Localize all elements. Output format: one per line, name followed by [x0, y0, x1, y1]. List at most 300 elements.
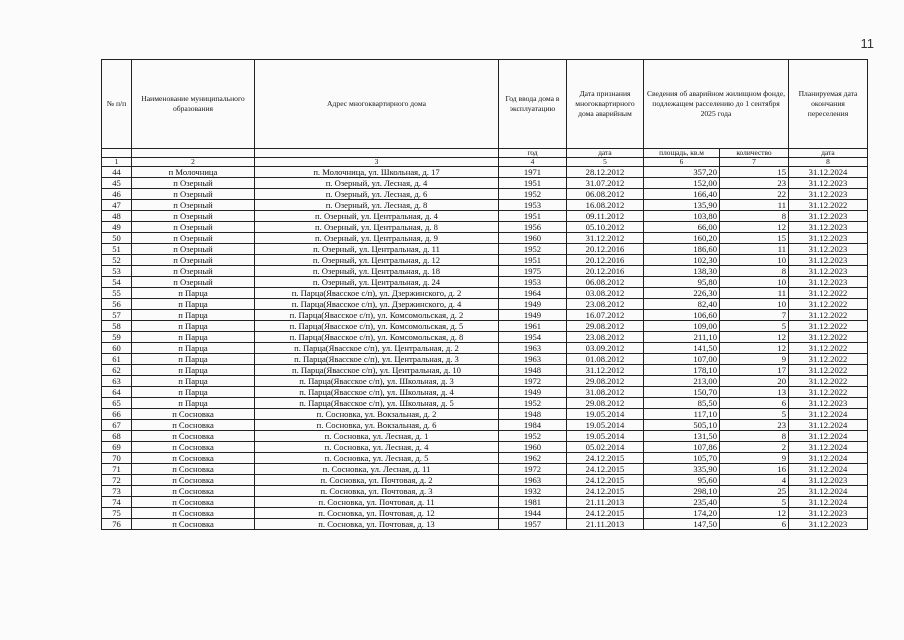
row-area: 85,50	[644, 398, 720, 409]
row-municipality: п Парца	[132, 398, 255, 409]
row-date: 29.08.2012	[567, 321, 644, 332]
row-address: п. Сосновка, ул. Лесная, д. 11	[255, 464, 499, 475]
row-municipality: п Сосновка	[132, 420, 255, 431]
row-address: п. Парца(Явасское с/п), ул. Дзержинского, д. 4	[255, 299, 499, 310]
subheader-date: дата	[567, 149, 644, 158]
row-number: 58	[102, 321, 132, 332]
table-row	[102, 409, 868, 420]
row-address: п. Сосновка, ул. Лесная, д. 1	[255, 431, 499, 442]
table-row	[102, 431, 868, 442]
row-date: 23.08.2012	[567, 299, 644, 310]
row-year: 1953	[499, 200, 567, 211]
row-area: 174,20	[644, 508, 720, 519]
row-count: 15	[720, 233, 789, 244]
row-area: 82,40	[644, 299, 720, 310]
row-area: 66,00	[644, 222, 720, 233]
row-address: п. Озерный, ул. Центральная, д. 12	[255, 255, 499, 266]
row-year: 1948	[499, 365, 567, 376]
table-row	[102, 277, 868, 288]
row-municipality: п Сосновка	[132, 409, 255, 420]
row-address: п. Озерный, ул. Лесная, д. 4	[255, 178, 499, 189]
row-year: 1952	[499, 244, 567, 255]
row-municipality: п Озерный	[132, 277, 255, 288]
row-date: 23.08.2012	[567, 332, 644, 343]
table-row	[102, 354, 868, 365]
row-count: 8	[720, 266, 789, 277]
row-area: 109,00	[644, 321, 720, 332]
subheader-empty	[102, 149, 132, 158]
row-area: 107,86	[644, 442, 720, 453]
row-municipality: п Парца	[132, 310, 255, 321]
row-municipality: п Парца	[132, 288, 255, 299]
row-municipality: п Парца	[132, 387, 255, 398]
table-row	[102, 244, 868, 255]
table-row	[102, 266, 868, 277]
row-year: 1975	[499, 266, 567, 277]
table-row	[102, 508, 868, 519]
column-number: 5	[567, 158, 644, 167]
row-plan-date: 31.12.2022	[789, 376, 868, 387]
subheader-year: год	[499, 149, 567, 158]
row-date: 06.08.2012	[567, 189, 644, 200]
row-plan-date: 31.12.2022	[789, 343, 868, 354]
row-count: 23	[720, 420, 789, 431]
row-address: п. Озерный, ул. Центральная, д. 11	[255, 244, 499, 255]
table-row	[102, 497, 868, 508]
row-plan-date: 31.12.2024	[789, 420, 868, 431]
row-address: п. Озерный, ул. Центральная, д. 9	[255, 233, 499, 244]
row-address: п. Озерный, ул. Лесная, д. 8	[255, 200, 499, 211]
row-municipality: п Парца	[132, 343, 255, 354]
table-row	[102, 255, 868, 266]
table-row	[102, 321, 868, 332]
row-number: 72	[102, 475, 132, 486]
row-date: 01.08.2012	[567, 354, 644, 365]
row-area: 117,10	[644, 409, 720, 420]
table-row	[102, 442, 868, 453]
row-municipality: п Сосновка	[132, 453, 255, 464]
row-address: п. Сосновка, ул. Лесная, д. 4	[255, 442, 499, 453]
row-number: 75	[102, 508, 132, 519]
row-municipality: п Парца	[132, 299, 255, 310]
table-row	[102, 211, 868, 222]
row-date: 20.12.2016	[567, 266, 644, 277]
row-area: 186,60	[644, 244, 720, 255]
row-area: 150,70	[644, 387, 720, 398]
row-year: 1932	[499, 486, 567, 497]
row-date: 28.12.2012	[567, 167, 644, 178]
row-count: 23	[720, 178, 789, 189]
row-address: п. Сосновка, ул. Лесная, д. 5	[255, 453, 499, 464]
row-count: 6	[720, 398, 789, 409]
table-row	[102, 233, 868, 244]
row-year: 1963	[499, 354, 567, 365]
column-number: 8	[789, 158, 868, 167]
row-number: 56	[102, 299, 132, 310]
row-address: п. Озерный, ул. Центральная, д. 18	[255, 266, 499, 277]
row-count: 15	[720, 167, 789, 178]
row-date: 06.08.2012	[567, 277, 644, 288]
column-number: 7	[720, 158, 789, 167]
row-count: 12	[720, 508, 789, 519]
row-municipality: п Озерный	[132, 233, 255, 244]
row-area: 226,30	[644, 288, 720, 299]
row-address: п. Сосновка, ул. Почтовая, д. 12	[255, 508, 499, 519]
header-num: № п/п	[102, 60, 132, 149]
row-count: 11	[720, 244, 789, 255]
row-plan-date: 31.12.2024	[789, 431, 868, 442]
row-date: 03.08.2012	[567, 288, 644, 299]
row-count: 2	[720, 442, 789, 453]
row-year: 1953	[499, 277, 567, 288]
row-municipality: п Озерный	[132, 200, 255, 211]
row-plan-date: 31.12.2022	[789, 332, 868, 343]
row-date: 24.12.2015	[567, 475, 644, 486]
row-address: п. Сосновка, ул. Вокзальная, д. 6	[255, 420, 499, 431]
row-date: 31.08.2012	[567, 387, 644, 398]
row-plan-date: 31.12.2024	[789, 464, 868, 475]
row-number: 51	[102, 244, 132, 255]
row-number: 69	[102, 442, 132, 453]
row-count: 9	[720, 354, 789, 365]
row-count: 5	[720, 497, 789, 508]
row-year: 1960	[499, 233, 567, 244]
row-count: 12	[720, 343, 789, 354]
row-year: 1957	[499, 519, 567, 530]
row-date: 29.08.2012	[567, 376, 644, 387]
row-plan-date: 31.12.2023	[789, 222, 868, 233]
table-row	[102, 486, 868, 497]
row-number: 47	[102, 200, 132, 211]
row-number: 74	[102, 497, 132, 508]
subheader-empty	[132, 149, 255, 158]
row-year: 1952	[499, 431, 567, 442]
table-row	[102, 189, 868, 200]
row-plan-date: 31.12.2024	[789, 409, 868, 420]
row-area: 105,70	[644, 453, 720, 464]
row-year: 1961	[499, 321, 567, 332]
row-date: 24.12.2015	[567, 464, 644, 475]
row-address: п. Парца(Явасское с/п), ул. Центральная, д. 2	[255, 343, 499, 354]
row-date: 05.02.2014	[567, 442, 644, 453]
subheader-count: количество	[720, 149, 789, 158]
row-date: 05.10.2012	[567, 222, 644, 233]
row-plan-date: 31.12.2022	[789, 310, 868, 321]
row-area: 131,50	[644, 431, 720, 442]
row-address: п. Сосновка, ул. Почтовая, д. 2	[255, 475, 499, 486]
row-address: п. Парца(Явасское с/п), ул. Дзержинского, д. 2	[255, 288, 499, 299]
table-row	[102, 475, 868, 486]
row-count: 5	[720, 321, 789, 332]
row-year: 1952	[499, 189, 567, 200]
row-count: 10	[720, 299, 789, 310]
row-area: 152,00	[644, 178, 720, 189]
row-plan-date: 31.12.2022	[789, 387, 868, 398]
row-count: 12	[720, 222, 789, 233]
row-date: 31.12.2012	[567, 365, 644, 376]
row-number: 68	[102, 431, 132, 442]
row-municipality: п Сосновка	[132, 508, 255, 519]
header-info: Сведения об аварийном жилищном фонде, подлежащем расселению до 1 сентября 2025 года	[644, 60, 789, 149]
column-number: 6	[644, 158, 720, 167]
row-plan-date: 31.12.2022	[789, 365, 868, 376]
row-date: 09.11.2012	[567, 211, 644, 222]
table-body	[102, 167, 868, 530]
row-plan-date: 31.12.2023	[789, 233, 868, 244]
row-count: 20	[720, 376, 789, 387]
row-year: 1949	[499, 299, 567, 310]
row-area: 95,80	[644, 277, 720, 288]
row-address: п. Сосновка, ул. Вокзальная, д. 2	[255, 409, 499, 420]
header-municipality: Наименование муниципального образования	[132, 60, 255, 149]
row-count: 9	[720, 453, 789, 464]
row-municipality: п Парца	[132, 354, 255, 365]
row-municipality: п Озерный	[132, 211, 255, 222]
row-number: 76	[102, 519, 132, 530]
table-row	[102, 299, 868, 310]
row-count: 4	[720, 475, 789, 486]
row-municipality: п Озерный	[132, 255, 255, 266]
row-address: п. Парца(Явасское с/п), ул. Центральная, д. 3	[255, 354, 499, 365]
row-municipality: п Парца	[132, 365, 255, 376]
row-plan-date: 31.12.2022	[789, 354, 868, 365]
row-year: 1962	[499, 453, 567, 464]
subheader-area: площадь, кв.м	[644, 149, 720, 158]
row-plan-date: 31.12.2024	[789, 453, 868, 464]
row-municipality: п Озерный	[132, 244, 255, 255]
row-plan-date: 31.12.2023	[789, 277, 868, 288]
header-plan: Планируемая дата окончания переселения	[789, 60, 868, 149]
row-count: 22	[720, 189, 789, 200]
row-area: 160,20	[644, 233, 720, 244]
row-area: 103,80	[644, 211, 720, 222]
row-area: 135,90	[644, 200, 720, 211]
row-count: 7	[720, 310, 789, 321]
row-number: 50	[102, 233, 132, 244]
row-year: 1951	[499, 255, 567, 266]
table-row	[102, 200, 868, 211]
row-date: 21.11.2013	[567, 497, 644, 508]
row-area: 107,00	[644, 354, 720, 365]
table-row	[102, 453, 868, 464]
row-year: 1971	[499, 167, 567, 178]
row-year: 1972	[499, 376, 567, 387]
row-number: 70	[102, 453, 132, 464]
row-year: 1949	[499, 310, 567, 321]
row-area: 298,10	[644, 486, 720, 497]
table-row	[102, 376, 868, 387]
row-address: п. Парца(Явасское с/п), ул. Школьная, д. 5	[255, 398, 499, 409]
table-row	[102, 365, 868, 376]
column-number: 4	[499, 158, 567, 167]
table-row	[102, 288, 868, 299]
row-number: 60	[102, 343, 132, 354]
row-area: 166,40	[644, 189, 720, 200]
header-date: Дата признания многоквартирного дома аварийным	[567, 60, 644, 149]
row-address: п. Сосновка, ул. Почтовая, д. 11	[255, 497, 499, 508]
row-municipality: п Сосновка	[132, 475, 255, 486]
row-plan-date: 31.12.2023	[789, 244, 868, 255]
row-count: 10	[720, 255, 789, 266]
row-area: 147,50	[644, 519, 720, 530]
row-area: 102,30	[644, 255, 720, 266]
row-count: 13	[720, 387, 789, 398]
row-municipality: п Парца	[132, 332, 255, 343]
header-year: Год ввода дома в эксплуатацию	[499, 60, 567, 149]
column-number: 3	[255, 158, 499, 167]
row-number: 73	[102, 486, 132, 497]
row-number: 65	[102, 398, 132, 409]
row-number: 55	[102, 288, 132, 299]
row-date: 24.12.2015	[567, 486, 644, 497]
row-number: 61	[102, 354, 132, 365]
row-municipality: п Сосновка	[132, 497, 255, 508]
row-year: 1951	[499, 178, 567, 189]
row-municipality: п Парца	[132, 376, 255, 387]
row-year: 1960	[499, 442, 567, 453]
row-date: 31.07.2012	[567, 178, 644, 189]
row-year: 1948	[499, 409, 567, 420]
row-year: 1984	[499, 420, 567, 431]
table-row	[102, 178, 868, 189]
table-row	[102, 222, 868, 233]
row-number: 54	[102, 277, 132, 288]
row-count: 25	[720, 486, 789, 497]
table-row	[102, 387, 868, 398]
row-count: 11	[720, 288, 789, 299]
row-area: 235,40	[644, 497, 720, 508]
row-address: п. Молочница, ул. Школьная, д. 17	[255, 167, 499, 178]
row-address: п. Парца(Явасское с/п), ул. Центральная, д. 10	[255, 365, 499, 376]
row-year: 1963	[499, 475, 567, 486]
row-address: п. Озерный, ул. Центральная, д. 4	[255, 211, 499, 222]
row-count: 16	[720, 464, 789, 475]
row-number: 53	[102, 266, 132, 277]
row-plan-date: 31.12.2023	[789, 475, 868, 486]
row-year: 1954	[499, 332, 567, 343]
subheader-plan-date: дата	[789, 149, 868, 158]
table-row	[102, 167, 868, 178]
row-area: 211,10	[644, 332, 720, 343]
row-address: п. Сосновка, ул. Почтовая, д. 13	[255, 519, 499, 530]
row-address: п. Парца(Явасское с/п), ул. Комсомольская, д. 5	[255, 321, 499, 332]
header-address: Адрес многоквартирного дома	[255, 60, 499, 149]
row-municipality: п Сосновка	[132, 519, 255, 530]
row-municipality: п Сосновка	[132, 464, 255, 475]
row-year: 1964	[499, 288, 567, 299]
row-plan-date: 31.12.2022	[789, 299, 868, 310]
row-number: 44	[102, 167, 132, 178]
row-year: 1944	[499, 508, 567, 519]
row-address: п. Парца(Явасское с/п), ул. Комсомольская, д. 8	[255, 332, 499, 343]
row-address: п. Парца(Явасское с/п), ул. Школьная, д. 4	[255, 387, 499, 398]
row-plan-date: 31.12.2023	[789, 255, 868, 266]
row-date: 19.05.2014	[567, 431, 644, 442]
row-count: 5	[720, 409, 789, 420]
row-number: 71	[102, 464, 132, 475]
row-plan-date: 31.12.2023	[789, 519, 868, 530]
row-plan-date: 31.12.2023	[789, 178, 868, 189]
row-date: 19.05.2014	[567, 409, 644, 420]
table-row	[102, 343, 868, 354]
column-number: 1	[102, 158, 132, 167]
table-row	[102, 398, 868, 409]
row-address: п. Парца(Явасское с/п), ул. Комсомольская, д. 2	[255, 310, 499, 321]
column-number: 2	[132, 158, 255, 167]
housing-table	[101, 59, 868, 530]
row-plan-date: 31.12.2024	[789, 497, 868, 508]
row-municipality: п Сосновка	[132, 431, 255, 442]
table-row	[102, 420, 868, 431]
row-count: 8	[720, 431, 789, 442]
row-municipality: п Озерный	[132, 266, 255, 277]
row-date: 16.07.2012	[567, 310, 644, 321]
row-count: 17	[720, 365, 789, 376]
row-plan-date: 31.12.2022	[789, 200, 868, 211]
row-number: 57	[102, 310, 132, 321]
table-row	[102, 310, 868, 321]
row-year: 1951	[499, 211, 567, 222]
page-number: 11	[860, 36, 874, 51]
row-year: 1952	[499, 398, 567, 409]
row-address: п. Озерный, ул. Лесная, д. 6	[255, 189, 499, 200]
row-area: 138,30	[644, 266, 720, 277]
row-year: 1956	[499, 222, 567, 233]
row-plan-date: 31.12.2023	[789, 189, 868, 200]
row-date: 21.11.2013	[567, 519, 644, 530]
row-date: 20.12.2016	[567, 244, 644, 255]
row-address: п. Парца(Явасское с/п), ул. Школьная, д. 3	[255, 376, 499, 387]
row-plan-date: 31.12.2023	[789, 211, 868, 222]
subheader-empty	[255, 149, 499, 158]
row-area: 335,90	[644, 464, 720, 475]
row-area: 505,10	[644, 420, 720, 431]
row-year: 1949	[499, 387, 567, 398]
row-plan-date: 31.12.2024	[789, 167, 868, 178]
row-address: п. Озерный, ул. Центральная, д. 8	[255, 222, 499, 233]
table-header	[102, 60, 868, 167]
row-area: 106,60	[644, 310, 720, 321]
row-area: 141,50	[644, 343, 720, 354]
row-number: 45	[102, 178, 132, 189]
row-number: 66	[102, 409, 132, 420]
row-address: п. Озерный, ул. Центральная, д. 24	[255, 277, 499, 288]
row-municipality: п Молочница	[132, 167, 255, 178]
table-row	[102, 332, 868, 343]
row-date: 24.12.2015	[567, 508, 644, 519]
row-municipality: п Сосновка	[132, 442, 255, 453]
row-count: 11	[720, 200, 789, 211]
row-number: 48	[102, 211, 132, 222]
row-number: 63	[102, 376, 132, 387]
row-date: 16.08.2012	[567, 200, 644, 211]
row-date: 19.05.2014	[567, 420, 644, 431]
row-number: 67	[102, 420, 132, 431]
row-count: 8	[720, 211, 789, 222]
row-area: 213,00	[644, 376, 720, 387]
row-municipality: п Парца	[132, 321, 255, 332]
row-plan-date: 31.12.2024	[789, 442, 868, 453]
row-area: 95,60	[644, 475, 720, 486]
row-date: 20.12.2016	[567, 255, 644, 266]
row-date: 29.08.2012	[567, 398, 644, 409]
table-row	[102, 519, 868, 530]
row-number: 52	[102, 255, 132, 266]
row-date: 03.09.2012	[567, 343, 644, 354]
row-number: 64	[102, 387, 132, 398]
row-area: 178,10	[644, 365, 720, 376]
row-municipality: п Сосновка	[132, 486, 255, 497]
